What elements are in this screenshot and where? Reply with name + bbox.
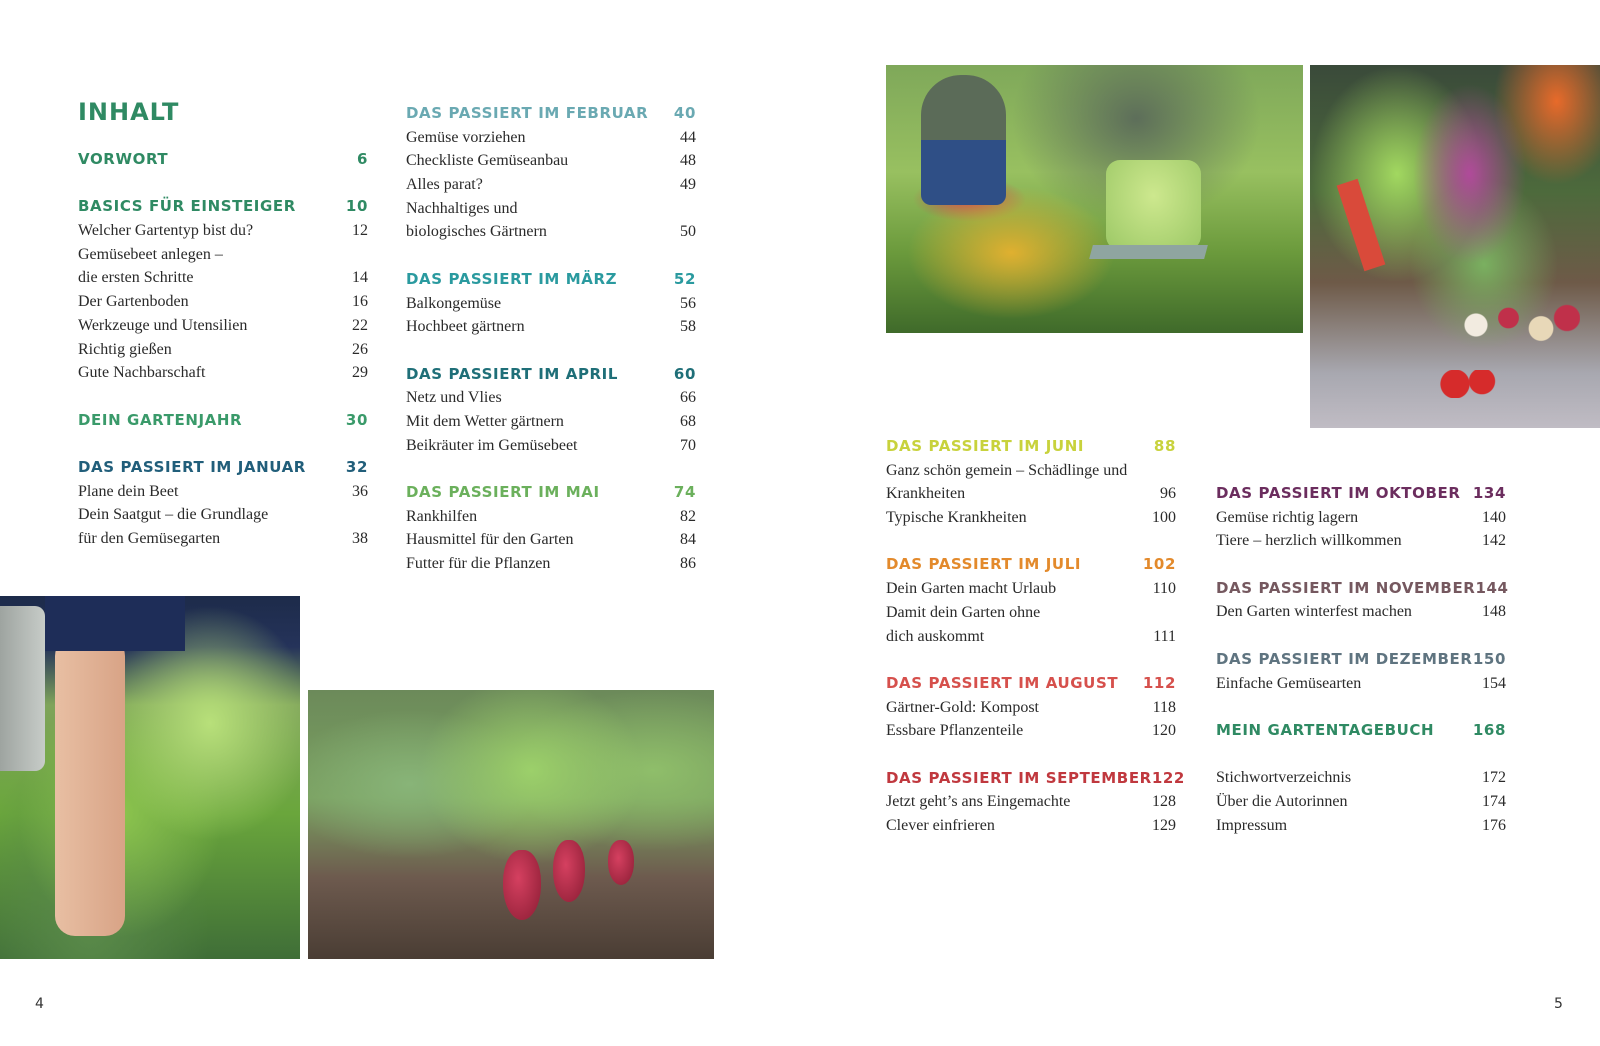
toc-column-3	[886, 435, 1185, 861]
entry-title: Mit dem Wetter gärtnern	[406, 412, 564, 430]
section-title: VORWORT	[78, 150, 169, 168]
toc-section-heading[interactable]	[886, 672, 1176, 696]
section-page-number: 88	[1153, 437, 1176, 455]
entry-title: Richtig gießen	[78, 340, 172, 358]
section-title: BASICS FÜR EINSTEIGER	[78, 197, 296, 216]
entry-title: Gemüsebeet anlegen –	[78, 245, 223, 263]
entry-title: Rankhilfen	[406, 507, 478, 525]
toc-section-heading[interactable]	[78, 456, 368, 480]
entry-page-number: 58	[680, 318, 696, 336]
entry-page-number: 38	[352, 530, 368, 547]
entry-title: Werkzeuge und Utensilien	[78, 316, 248, 334]
entry-page-number: 56	[680, 294, 696, 312]
toc-entry[interactable]	[78, 527, 368, 551]
section-title: MEIN GARTENTAGEBUCH	[1216, 720, 1435, 739]
toc-entry[interactable]	[886, 814, 1176, 838]
section-title: DAS PASSIERT IM FEBRUAR	[406, 104, 649, 122]
entry-page-number: 172	[1482, 769, 1506, 787]
toc-entry[interactable]	[78, 243, 368, 267]
entry-page-number: 29	[352, 364, 368, 382]
entry-title: Tiere – herzlich willkommen	[1216, 532, 1402, 550]
entry-title: für den Gemüsegarten	[78, 530, 221, 547]
toc-section-heading[interactable]	[1216, 648, 1506, 672]
toc-entry[interactable]	[78, 314, 368, 338]
radish-shape	[553, 840, 585, 902]
entry-title: Checkliste Gemüseanbau	[406, 152, 569, 170]
entry-page-number: 49	[680, 176, 696, 194]
strawberry-shape	[1440, 370, 1500, 398]
entry-title: Plane dein Beet	[78, 482, 179, 500]
toc-entry[interactable]	[1216, 506, 1506, 530]
entry-title: Gute Nachbarschaft	[78, 364, 206, 382]
section-page-number: 30	[345, 410, 368, 429]
pillow-shape	[1106, 160, 1201, 250]
entry-title: Gemüse richtig lagern	[1216, 508, 1359, 526]
photo-vegetable-harvest	[1310, 65, 1600, 428]
entry-title: biologisches Gärtnern	[406, 223, 547, 241]
section-page-number: 150	[1472, 649, 1506, 668]
toc-section-heading[interactable]	[886, 767, 1185, 791]
toc-section	[78, 148, 368, 172]
toc-section	[1216, 719, 1506, 743]
entry-title: Impressum	[1216, 816, 1288, 834]
toc-entry[interactable]	[406, 292, 696, 316]
entry-page-number: 36	[352, 482, 368, 500]
toc-section	[886, 672, 1176, 743]
section-title: DAS PASSIERT IM APRIL	[406, 364, 619, 383]
entry-title: Alles parat?	[406, 176, 483, 194]
entry-page-number: 22	[352, 316, 368, 334]
section-title: DAS PASSIERT IM MAI	[406, 483, 600, 501]
toc-entry[interactable]	[1216, 672, 1506, 696]
entry-title: Ganz schön gemein – Schädlinge und	[886, 461, 1128, 479]
toc-entry[interactable]	[406, 149, 696, 173]
entry-page-number: 66	[680, 389, 696, 407]
toc-entry[interactable]	[406, 126, 696, 150]
section-page-number: 144	[1475, 578, 1509, 597]
section-page-number: 10	[345, 197, 368, 216]
entry-title: Krankheiten	[886, 485, 966, 503]
toc-entry[interactable]	[406, 315, 696, 339]
toc-entry[interactable]	[78, 361, 368, 385]
toc-entry[interactable]	[78, 266, 368, 290]
section-page-number: 74	[673, 483, 696, 501]
entry-page-number: 50	[680, 223, 696, 241]
section-title: DAS PASSIERT IM JANUAR	[78, 457, 306, 476]
toc-entry[interactable]	[886, 625, 1176, 649]
toc-section	[1216, 766, 1506, 837]
toc-section-heading[interactable]	[406, 268, 696, 292]
leg-shape	[55, 636, 125, 936]
section-page-number: 134	[1472, 484, 1506, 502]
toc-entry[interactable]	[406, 505, 696, 529]
entry-page-number: 128	[1152, 793, 1176, 811]
section-page-number: 6	[356, 150, 368, 168]
entry-page-number: 16	[352, 293, 368, 311]
toc-entry[interactable]	[1216, 766, 1506, 790]
entry-page-number: 84	[680, 531, 696, 549]
entry-page-number: 48	[680, 152, 696, 170]
toc-entry[interactable]	[406, 434, 696, 458]
toc-entry[interactable]	[886, 459, 1176, 483]
toc-entry[interactable]	[78, 290, 368, 314]
entry-title: Hausmittel für den Garten	[406, 531, 574, 549]
section-title: DAS PASSIERT IM NOVEMBER	[1216, 578, 1476, 597]
entry-page-number: 70	[680, 436, 696, 454]
entry-page-number: 68	[680, 412, 696, 430]
toc-section-heading[interactable]	[78, 148, 368, 172]
section-title: DAS PASSIERT IM SEPTEMBER	[886, 768, 1152, 787]
entry-page-number: 96	[1160, 485, 1176, 503]
section-title: DAS PASSIERT IM MÄRZ	[406, 269, 618, 288]
section-page-number: 168	[1472, 720, 1506, 739]
entry-title: Der Gartenboden	[78, 293, 189, 311]
toc-entry[interactable]	[886, 601, 1176, 625]
toc-entry[interactable]	[406, 410, 696, 434]
toc-entry[interactable]	[1216, 529, 1506, 553]
photo-zucchini-watering	[0, 596, 300, 959]
entry-page-number: 129	[1152, 817, 1176, 834]
toc-section-heading[interactable]	[78, 409, 368, 433]
entry-title: die ersten Schritte	[78, 269, 194, 287]
entry-page-number: 26	[352, 340, 368, 358]
entry-title: Welcher Gartentyp bist du?	[78, 222, 254, 240]
toc-section	[406, 481, 696, 576]
toc-section-heading[interactable]	[886, 435, 1176, 459]
entry-page-number: 140	[1482, 508, 1506, 526]
toc-column-4	[1216, 482, 1509, 861]
toc-section	[886, 553, 1176, 648]
entry-page-number: 12	[352, 222, 368, 240]
entry-title: Clever einfrieren	[886, 817, 995, 834]
entry-title: Typische Krankheiten	[886, 509, 1027, 527]
entry-title: Nachhaltiges und	[406, 199, 518, 217]
toc-entry[interactable]	[886, 790, 1176, 814]
entry-page-number: 110	[1152, 580, 1176, 598]
section-title: DEIN GARTENJAHR	[78, 410, 243, 429]
toc-section	[406, 363, 696, 458]
toc-section-heading[interactable]	[1216, 719, 1506, 743]
toc-section	[1216, 648, 1506, 695]
toc-section-heading[interactable]	[1216, 482, 1506, 506]
toc-entry[interactable]	[1216, 600, 1506, 624]
toc-section	[1216, 482, 1506, 553]
toc-entry[interactable]	[406, 386, 696, 410]
entry-title: Beikräuter im Gemüsebeet	[406, 436, 578, 454]
toc-entry[interactable]	[406, 552, 696, 576]
photo-woman-garden-chair	[886, 65, 1303, 333]
watering-can-shape	[0, 606, 45, 771]
entry-title: Stichwortverzeichnis	[1216, 769, 1352, 787]
toc-entry[interactable]	[406, 528, 696, 552]
entry-page-number: 154	[1482, 674, 1506, 692]
toc-entry[interactable]	[78, 219, 368, 243]
entry-title: Gärtner-Gold: Kompost	[886, 698, 1039, 716]
section-page-number: 112	[1142, 673, 1176, 692]
entry-title: Balkongemüse	[406, 294, 502, 312]
toc-entry[interactable]	[886, 696, 1176, 720]
entry-page-number: 148	[1482, 603, 1506, 621]
toc-entry[interactable]	[78, 338, 368, 362]
entry-page-number: 82	[680, 507, 696, 525]
photo-radishes	[308, 690, 714, 959]
entry-page-number: 142	[1482, 532, 1506, 550]
entry-title: Hochbeet gärtnern	[406, 318, 525, 336]
entry-page-number: 176	[1482, 816, 1506, 834]
toc-entry[interactable]	[886, 506, 1176, 530]
toc-section-heading[interactable]	[886, 553, 1176, 577]
toc-entry[interactable]	[886, 719, 1176, 743]
woman-figure-shape	[921, 75, 1006, 205]
toc-section-heading[interactable]	[1216, 577, 1509, 601]
toc-entry[interactable]	[886, 577, 1176, 601]
section-page-number: 40	[673, 104, 696, 122]
toc-entry[interactable]	[406, 173, 696, 197]
radish-shape	[503, 850, 541, 920]
toc-entry[interactable]	[406, 197, 696, 221]
toc-section-heading[interactable]	[78, 195, 368, 219]
toc-section	[78, 195, 368, 385]
entry-page-number: 111	[1153, 627, 1176, 645]
entry-title: Den Garten winterfest machen	[1216, 603, 1412, 621]
entry-title: Netz und Vlies	[406, 389, 502, 407]
entry-page-number: 174	[1482, 792, 1506, 810]
entry-title: Futter für die Pflanzen	[406, 555, 551, 573]
section-page-number: 102	[1142, 555, 1176, 574]
entry-title: Über die Autorinnen	[1216, 792, 1348, 810]
toc-section-heading[interactable]	[406, 102, 696, 126]
toc-section	[406, 268, 696, 339]
toc-entry[interactable]	[78, 480, 368, 504]
toc-section	[886, 767, 1185, 838]
toc-section-heading[interactable]	[406, 363, 696, 387]
radish-bunch-shape	[1450, 290, 1580, 360]
toc-section	[406, 102, 696, 244]
radish-shape	[608, 840, 634, 885]
entry-page-number: 118	[1152, 698, 1176, 716]
entry-page-number: 14	[352, 269, 368, 287]
page-number-left: 4	[35, 996, 44, 1012]
toc-section	[886, 435, 1176, 530]
section-page-number: 52	[673, 269, 696, 288]
section-page-number: 122	[1151, 768, 1185, 787]
entry-title: Gemüse vorziehen	[406, 128, 526, 146]
entry-title: Dein Saatgut – die Grundlage	[78, 506, 269, 524]
toc-column-1	[78, 148, 368, 574]
toc-column-2	[406, 102, 696, 599]
rhubarb-shape	[1337, 179, 1386, 271]
entry-title: dich auskommt	[886, 627, 985, 645]
toc-entry[interactable]	[1216, 814, 1506, 838]
toc-section	[1216, 577, 1509, 624]
toc-entry[interactable]	[78, 503, 368, 527]
entry-title: Einfache Gemüsearten	[1216, 674, 1362, 692]
entry-title: Essbare Pflanzenteile	[886, 722, 1024, 740]
section-title: DAS PASSIERT IM JUNI	[886, 437, 1085, 455]
toc-entry[interactable]	[886, 482, 1176, 506]
page-title: INHALT	[78, 98, 180, 126]
entry-page-number: 120	[1152, 722, 1176, 740]
entry-page-number: 44	[680, 128, 696, 146]
toc-section	[78, 409, 368, 433]
entry-title: Jetzt geht’s ans Eingemachte	[886, 793, 1071, 811]
section-title: DAS PASSIERT IM JULI	[886, 555, 1082, 574]
chair-shape	[1089, 245, 1208, 259]
shorts-shape	[45, 596, 185, 651]
section-title: DAS PASSIERT IM DEZEMBER	[1216, 649, 1473, 668]
toc-section	[78, 456, 368, 551]
toc-entry[interactable]	[1216, 790, 1506, 814]
entry-title: Dein Garten macht Urlaub	[886, 580, 1057, 598]
entry-page-number: 100	[1152, 509, 1176, 527]
toc-entry[interactable]	[406, 220, 696, 244]
entry-page-number: 86	[680, 555, 696, 573]
section-page-number: 60	[673, 364, 696, 383]
entry-title: Damit dein Garten ohne	[886, 603, 1041, 621]
page-number-right: 5	[1554, 996, 1563, 1012]
section-title: DAS PASSIERT IM AUGUST	[886, 673, 1119, 692]
section-page-number: 32	[345, 457, 368, 476]
toc-section-heading[interactable]	[406, 481, 696, 505]
section-title: DAS PASSIERT IM OKTOBER	[1216, 484, 1461, 502]
